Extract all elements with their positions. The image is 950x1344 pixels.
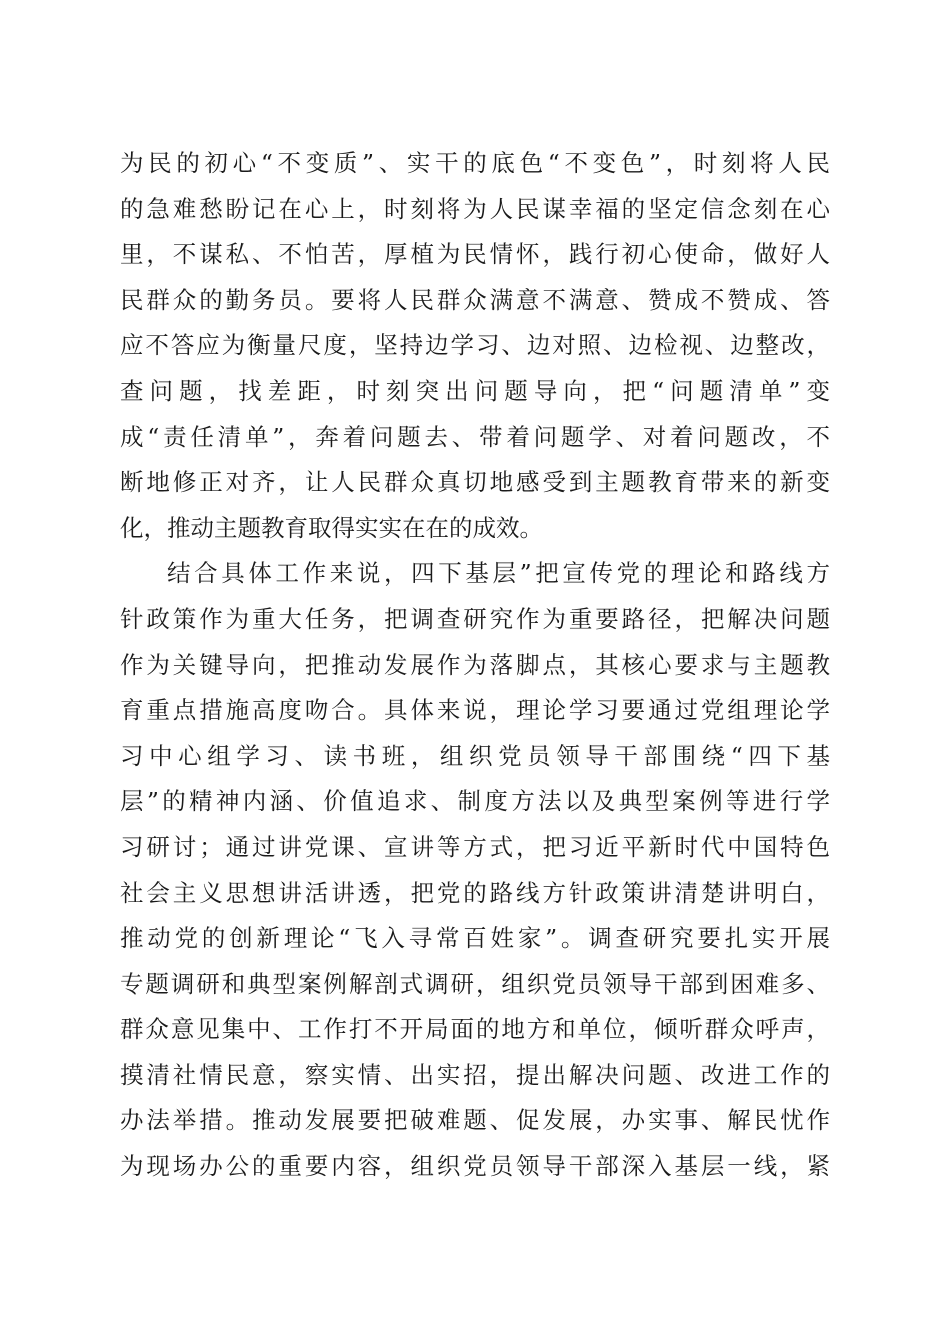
text-line: 推动党的创新理论“飞入寻常百姓家”。调查研究要扎实开展 <box>120 924 830 953</box>
text-line: 专题调研和典型案例解剖式调研，组织党员领导干部到困难多、 <box>120 969 830 998</box>
text-line: 结合具体工作来说，四下基层”把宣传党的理论和路线方 <box>167 559 830 588</box>
text-line: 为现场办公的重要内容，组织党员领导干部深入基层一线，紧 <box>120 1152 830 1181</box>
text-line: 为民的初心“不变质”、实干的底色“不变色”，时刻将人民 <box>120 149 830 177</box>
text-line: 针政策作为重大任务，把调查研究作为重要路径，把解决问题 <box>120 604 830 633</box>
text-line: 里，不谋私、不怕苦，厚植为民情怀，践行初心使命，做好人 <box>120 240 830 269</box>
paragraph-2 <box>120 551 830 1189</box>
text-line: 断地修正对齐，让人民群众真切地感受到主题教育带来的新变 <box>120 468 830 497</box>
text-line: 群众意见集中、工作打不开局面的地方和单位，倾听群众呼声， <box>120 1015 830 1044</box>
text-line: 育重点措施高度吻合。具体来说，理论学习要通过党组理论学 <box>120 696 830 725</box>
text-line: 查问题，找差距，时刻突出问题导向，把“问题清单”变 <box>120 376 830 405</box>
text-line: 作为关键导向，把推动发展作为落脚点，其核心要求与主题教 <box>120 650 830 679</box>
text-line: 成“责任清单”，奔着问题去、带着问题学、对着问题改，不 <box>120 422 830 451</box>
text-line: 层”的精神内涵、价值追求、制度方法以及典型案例等进行学 <box>120 787 830 816</box>
text-line: 化，推动主题教育取得实实在在的成效。 <box>120 513 543 542</box>
text-line: 摸清社情民意，察实情、出实招，提出解决问题、改进工作的 <box>120 1060 830 1089</box>
text-line: 民群众的勤务员。要将人民群众满意不满意、赞成不赞成、答 <box>120 285 830 314</box>
text-line: 习中心组学习、读书班，组织党员领导干部围绕“四下基 <box>120 741 830 770</box>
paragraph-1 <box>120 141 830 551</box>
text-line: 社会主义思想讲活讲透，把党的路线方针政策讲清楚讲明白， <box>120 878 830 907</box>
text-line: 应不答应为衡量尺度，坚持边学习、边对照、边检视、边整改， <box>120 331 830 360</box>
text-line: 的急难愁盼记在心上，时刻将为人民谋幸福的坚定信念刻在心 <box>120 194 830 223</box>
text-line: 习研讨；通过讲党课、宣讲等方式，把习近平新时代中国特色 <box>120 832 830 861</box>
text-line: 办法举措。推动发展要把破难题、促发展，办实事、解民忧作 <box>120 1106 830 1135</box>
document-body <box>120 141 830 1190</box>
